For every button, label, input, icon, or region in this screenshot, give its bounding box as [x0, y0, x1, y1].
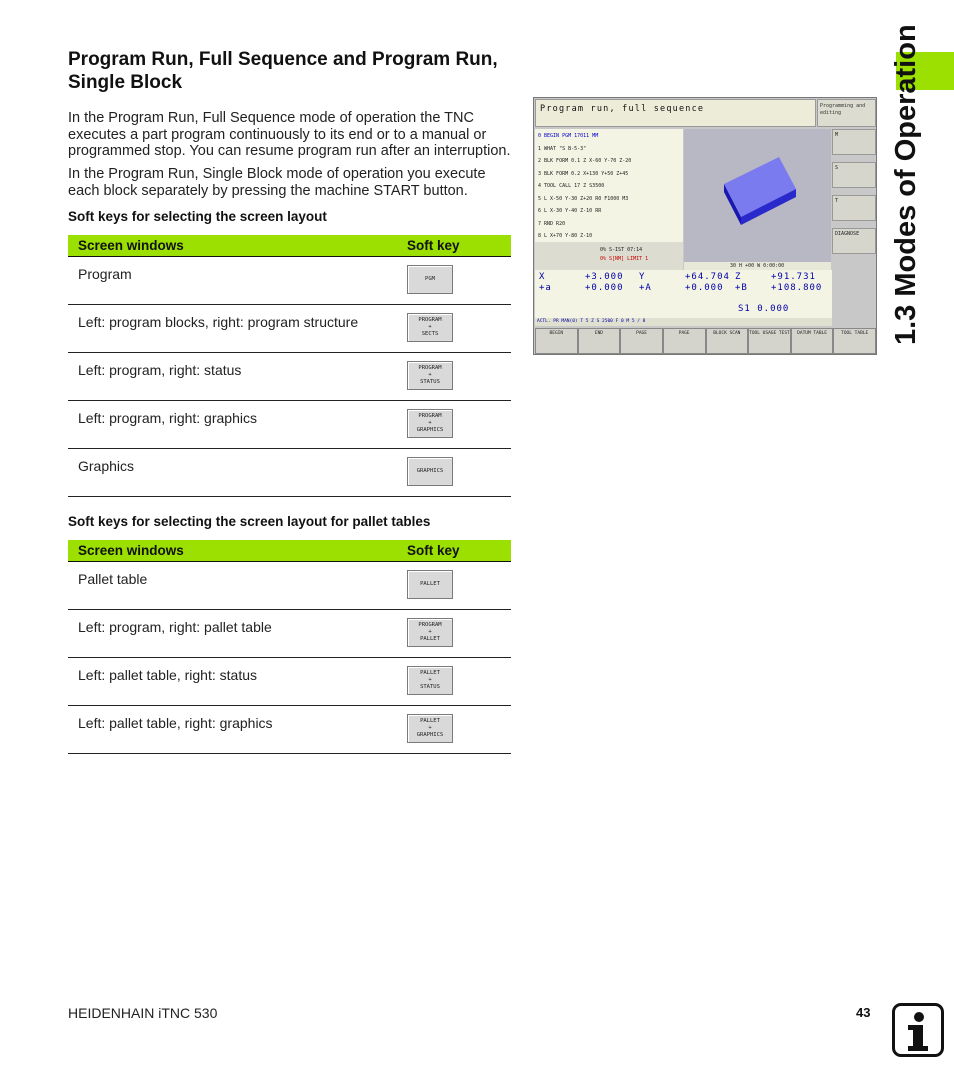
- tnc-info-line: ACTL. PR MAN(0) T 5 Z S 2500 F 0 M 5 / 8: [535, 318, 832, 326]
- softkey-image: [407, 714, 453, 743]
- softkey-label: PROGRAM: [418, 413, 442, 419]
- screen-window-description: Graphics: [78, 458, 135, 474]
- axis-value: +0.000: [585, 283, 624, 293]
- axis-label: +A: [639, 283, 652, 293]
- vertical-softkey: T: [832, 195, 876, 221]
- screen-window-description: Pallet table: [78, 571, 148, 587]
- tnc-graphics-status: 30 H +00 W 0:00:00: [684, 262, 831, 270]
- tnc-softkey: PAGE: [663, 328, 706, 354]
- vertical-softkey: S: [832, 162, 876, 188]
- status-line: 0% S[NM] LIMIT 1: [600, 256, 649, 262]
- tnc-program-window: [535, 129, 683, 242]
- info-icon: [892, 1003, 944, 1057]
- table-row: [68, 658, 511, 706]
- softkey-label: +: [428, 324, 432, 330]
- table-row: [68, 257, 511, 305]
- softkey-label: +: [428, 677, 432, 683]
- table1-heading: Soft keys for selecting the screen layout: [68, 209, 327, 224]
- axis-label: X: [539, 272, 546, 282]
- tnc-softkey: PAGE: [620, 328, 663, 354]
- table-row: [68, 706, 511, 754]
- vertical-softkey: M: [832, 129, 876, 155]
- tnc-graphics-window: [684, 129, 831, 262]
- softkey-label: GRAPHICS: [416, 732, 444, 738]
- screen-window-description: Left: program, right: status: [78, 362, 242, 378]
- tnc-softkey: BLOCK SCAN: [706, 328, 749, 354]
- intro-paragraph-2: In the Program Run, Single Block mode of operation you execute each block separately by pressing the machine START button.: [68, 166, 486, 199]
- softkey-label: PALLET: [420, 581, 440, 587]
- program-line: 8 L X+70 Y-80 Z-10: [538, 233, 593, 239]
- screen-window-description: Left: program, right: graphics: [78, 410, 257, 426]
- section-title: Program Run, Full Sequence and Program Run, Single Block: [68, 49, 498, 93]
- tnc-screen-screenshot: [533, 97, 877, 355]
- table-row: [68, 305, 511, 353]
- table-row: [68, 401, 511, 449]
- axis-value: +108.800: [771, 283, 823, 293]
- program-line: 7 RND R20: [538, 220, 566, 227]
- spindle-readout: S1 0.000: [738, 304, 790, 314]
- softkey-label: PROGRAM: [418, 317, 442, 323]
- softkey-image: [407, 618, 453, 647]
- tnc-position-display: [535, 270, 832, 318]
- axis-value: +3.000: [585, 272, 624, 282]
- tnc-mode-secondary: Programming and editing: [817, 99, 876, 127]
- tnc-status-window: [535, 242, 683, 270]
- program-line: 4 TOOL CALL 17 Z S3500: [538, 183, 605, 189]
- column-header-soft-key: Soft key: [407, 238, 460, 253]
- page-number: 43: [856, 1005, 871, 1020]
- column-header-soft-key: Soft key: [407, 543, 460, 558]
- tnc-softkey-row: [535, 328, 876, 354]
- softkey-label: +: [428, 629, 432, 635]
- tnc-vertical-softkeys: [832, 129, 876, 329]
- softkey-table-pallet: [68, 540, 511, 754]
- program-line: 0 BEGIN PGM 17011 MM: [538, 133, 599, 139]
- softkey-label: +: [428, 372, 432, 378]
- status-line: 0% S-IST 07:14: [600, 247, 643, 253]
- tnc-mode-title: Program run, full sequence: [535, 99, 816, 127]
- column-header-screen-windows: Screen windows: [78, 238, 184, 253]
- axis-label: +a: [539, 283, 552, 293]
- tnc-softkey: TOOL USAGE TEST: [748, 328, 791, 354]
- softkey-label: PROGRAM: [418, 365, 442, 371]
- axis-label: Y: [639, 272, 646, 282]
- screen-window-description: Left: pallet table, right: status: [78, 667, 257, 683]
- tnc-softkey: BEGIN: [535, 328, 578, 354]
- axis-value: +91.731: [771, 272, 816, 282]
- softkey-image: [407, 265, 453, 294]
- softkey-label: PALLET: [420, 636, 440, 642]
- table-row: [68, 449, 511, 497]
- softkey-label: PALLET: [420, 670, 440, 676]
- softkey-image: [407, 313, 453, 342]
- table-header: [68, 540, 511, 562]
- vertical-softkey: DIAGNOSE: [832, 228, 876, 254]
- softkey-label: PGM: [425, 276, 435, 282]
- screen-window-description: Program: [78, 266, 132, 282]
- table2-heading: Soft keys for selecting the screen layout for pallet tables: [68, 514, 431, 529]
- axis-value: +64.704: [685, 272, 730, 282]
- softkey-image: [407, 409, 453, 438]
- footer-manual-title: HEIDENHAIN iTNC 530: [68, 1005, 218, 1021]
- table-row: [68, 562, 511, 610]
- chapter-title: 1.3 Modes of Operation: [890, 24, 922, 345]
- program-line: 2 BLK FORM 0.1 Z X-60 Y-70 Z-20: [538, 158, 632, 164]
- softkey-label: GRAPHICS: [416, 427, 444, 433]
- axis-label: +B: [735, 283, 748, 293]
- table-row: [68, 610, 511, 658]
- softkey-label: PROGRAM: [418, 622, 442, 628]
- softkey-label: SECTS: [421, 331, 439, 337]
- screen-window-description: Left: program, right: pallet table: [78, 619, 272, 635]
- workpiece-3d-graphic: [684, 129, 831, 262]
- program-line: 3 BLK FORM 0.2 X+130 Y+50 Z+45: [538, 170, 629, 177]
- tnc-softkey: TOOL TABLE: [833, 328, 876, 354]
- softkey-image: [407, 457, 453, 486]
- program-line: 5 L X-50 Y-30 Z+20 R0 F1000 M3: [538, 195, 629, 202]
- softkey-label: PALLET: [420, 718, 440, 724]
- screen-window-description: Left: pallet table, right: graphics: [78, 715, 273, 731]
- table-row: [68, 353, 511, 401]
- softkey-label: GRAPHICS: [416, 468, 444, 474]
- axis-label: Z: [735, 272, 742, 282]
- softkey-table-layout: [68, 235, 511, 497]
- screen-window-description: Left: program blocks, right: program structure: [78, 314, 359, 330]
- softkey-image: [407, 666, 453, 695]
- tnc-softkey: DATUM TABLE: [791, 328, 834, 354]
- softkey-label: STATUS: [420, 379, 440, 385]
- table-header: [68, 235, 511, 257]
- softkey-image: [407, 361, 453, 390]
- tnc-softkey: END: [578, 328, 621, 354]
- softkey-label: +: [428, 420, 432, 426]
- axis-value: +0.000: [685, 283, 724, 293]
- intro-paragraph-1: In the Program Run, Full Sequence mode of operation the TNC executes a part program continuously to its end or to a manual or programmed stop. You can resume program run after an interruption.: [68, 110, 511, 159]
- program-line: 6 L X-30 Y-40 Z-10 RR: [538, 208, 602, 214]
- softkey-label: STATUS: [420, 684, 440, 690]
- softkey-image: [407, 570, 453, 599]
- program-line: 1 WHAT "S B-5-3": [538, 145, 587, 152]
- softkey-label: +: [428, 725, 432, 731]
- column-header-screen-windows: Screen windows: [78, 543, 184, 558]
